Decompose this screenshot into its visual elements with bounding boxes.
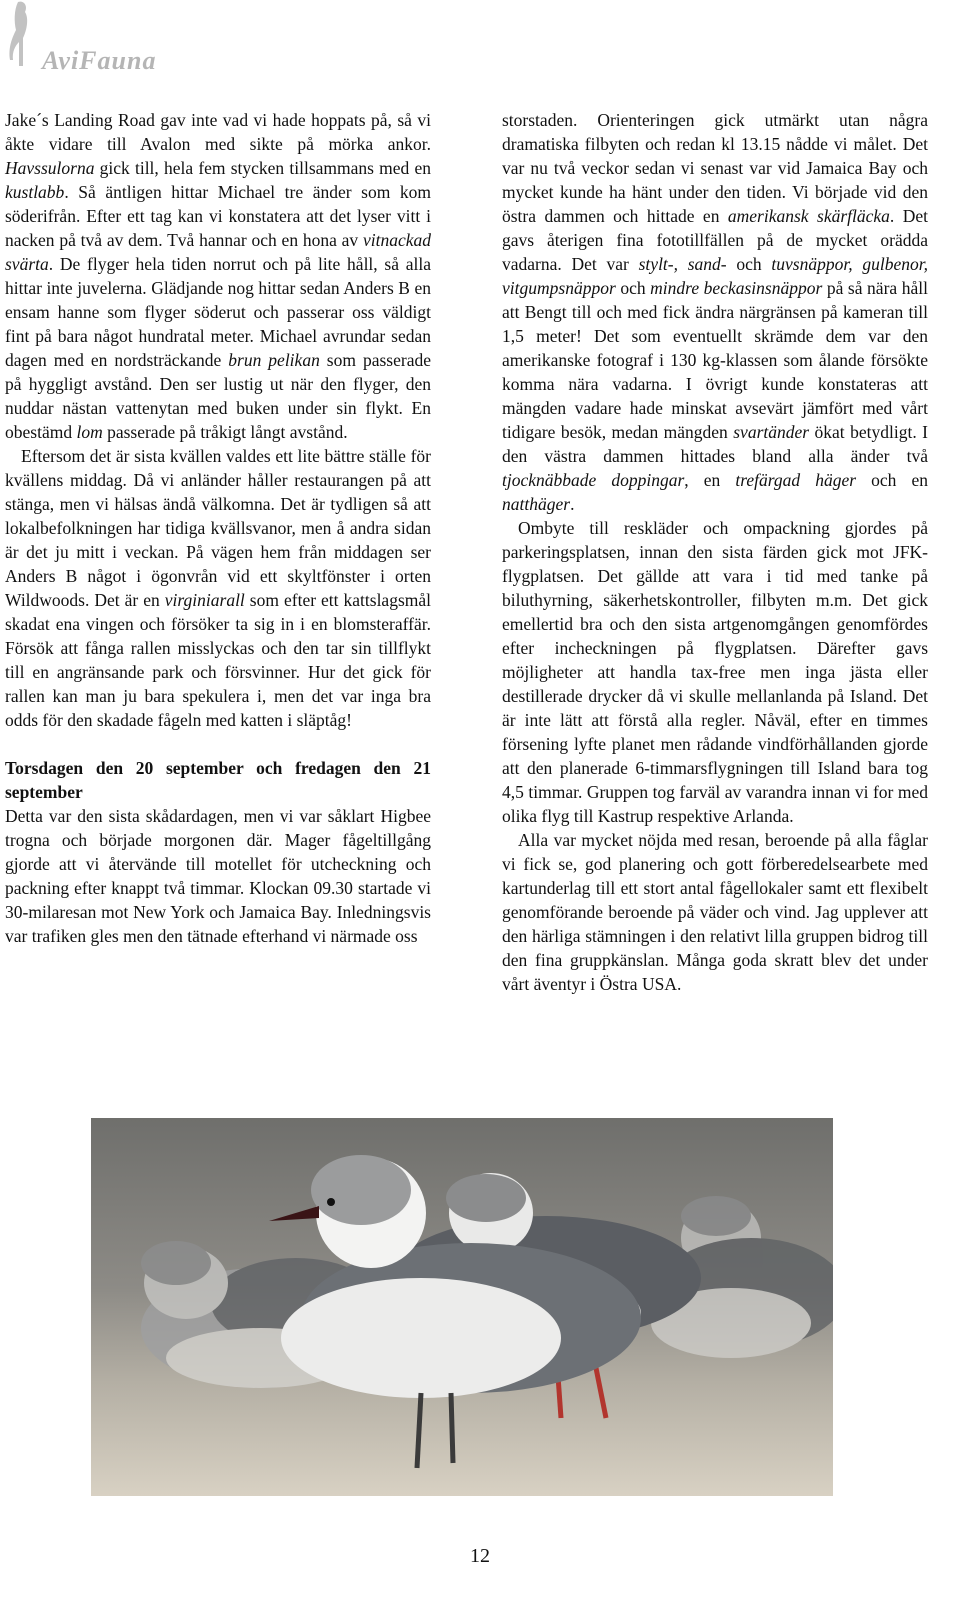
gulls-illustration: [91, 1118, 833, 1496]
page-number: 12: [470, 1545, 490, 1567]
avifauna-logo: [4, 0, 204, 80]
section-heading: Torsdagen den 20 september och fredagen den 21 september: [5, 758, 431, 802]
gulls-photo: [91, 1118, 833, 1496]
left-column: [5, 108, 431, 948]
logo-text: AviFauna: [42, 46, 157, 75]
paragraph: Jake´s Landing Road gav inte vad vi hade hoppats på, så vi åkte vidare till Avalon med sikte på mörka ankor. Havssulorna gick till, hela fem stycken tillsammans med en kustlabb. Så äntligen hittar Michael tre änder som kom söderifrån. Efter ett tag kan vi konstatera att det lyser vitt i nacken på två av dem. Två hannar och en hona av vitnackad svärta. De flyger hela tiden norrut och på lite håll, så alla hittar inte juvelerna. Glädjande nog hittar sedan Anders B en ensam hanne som flyger söderut och passerar oss väldigt fint på bara något hundratal meter. Michael avrundar sedan dagen med en nordsträckande brun pelikan som passerade på hyggligt avstånd. Den ser lustig ut när den flyger, den nuddar nästan vattenytan med buken under sin flykt. En obestämd lom passerade på tråkigt långt avstånd.: [5, 110, 431, 442]
right-column: [502, 108, 928, 996]
paragraph: Ombyte till reskläder och ompackning gjordes på parkeringsplatsen, innan den sista färden gick mot JFK-flygplatsen. Det gällde att vara i tid med tanke på biluthyrning, säkerhetskontroller, filbyten m.m. Det gick emellertid bra och den sista artgenomgången genomfördes efter incheckningen på flygplatsen. Därefter gavs möjligheter att handla tax-free men inga jästa eller destillerade drycker då vi skulle mellanlanda på Island. Det är inte lätt att förstå alla regler. Nåväl, efter en timmes försening lyfte planet men rådande vindförhållanden gjorde att den planerade 6-timmarsflygningen till Island bara tog 4,5 timmar. Gruppen tog farväl av varandra innan vi for med olika flyg till Kastrup respektive Arlanda.: [502, 518, 928, 826]
bird-silhouette-icon: [4, 0, 38, 72]
paragraph: Eftersom det är sista kvällen valdes ett lite bättre ställe för kvällens middag. Då vi anländer håller restaurangen på att stänga, men vi hälsas ändå välkomna. Det är tydligen så att lokalbefolkningen har tidiga kvällsvanor, men å andra sidan är det ju mitt i veckan. På vägen hem från middagen ser Anders B något i ögonvrån vid ett skyltfönster i orten Wildwoods. Det är en virginiarall som efter ett kattslagsmål skadat ena vingen och försöker ta sig in i en blomsteraffär. Försök att fånga rallen misslyckas och den tar sin tillflykt till en angränsande park och försvinner. Hur det gick för rallen kan man ju bara spekulera i, men det var inga bra odds för den skadade fågeln med katten i släptåg!: [5, 446, 432, 730]
paragraph: Alla var mycket nöjda med resan, beroende på alla fåglar vi fick se, god planering och gott förberedelsearbete med kartunderlag till ett stort antal fågellokaler samt ett flexibelt genomförande beroende på väder och vind. Jag upplever att den härliga stämningen i den relativt lilla gruppen bidrog till den fina gruppkänslan. Många goda skratt blev det under vårt äventyr i Östra USA.: [502, 830, 928, 994]
paragraph: Detta var den sista skådardagen, men vi var såklart Higbee trogna och började morgonen där. Mager fågeltillgång gjorde att vi återvände till motellet för utcheckning och packning efter knappt två timmar. Klockan 09.30 startade vi 30-milaresan mot New York och Jamaica Bay. Inledningsvis var trafiken gles men den tätnade efterhand vi närmade oss: [5, 806, 431, 946]
paragraph: storstaden. Orienteringen gick utmärkt utan några dramatiska filbyten och redan kl 13.15 nådde vi målet. Det var nu två veckor sedan vi senast var vid Jamaica Bay och mycket kunde ha hänt under den tiden. Vi började vid den östra dammen och hittade en amerikansk skärfläcka. Det gavs återigen fina fototillfällen på de mycket orädda vadarna. Det var stylt-, sand- och tuvsnäppor, gulbenor, vitgumpsnäppor och mindre beckasinsnäppor på så nära håll att Bengt till och med fick ändra närgränsen på kameran till 1,5 meter! Det som eventuellt skrämde dem var den amerikanske fotograf i 130 kg-klassen som ålande försökte komma nära vadarna. I övrigt kunde konstateras att mängden vadare hade minskat avsevärt jämfört med vårt tidigare besök, medan mängden svartänder ökat betydligt. I den västra dammen hittades bland alla änder två tjocknäbbade doppingar, en trefärgad häger och en natthäger.: [502, 110, 928, 514]
